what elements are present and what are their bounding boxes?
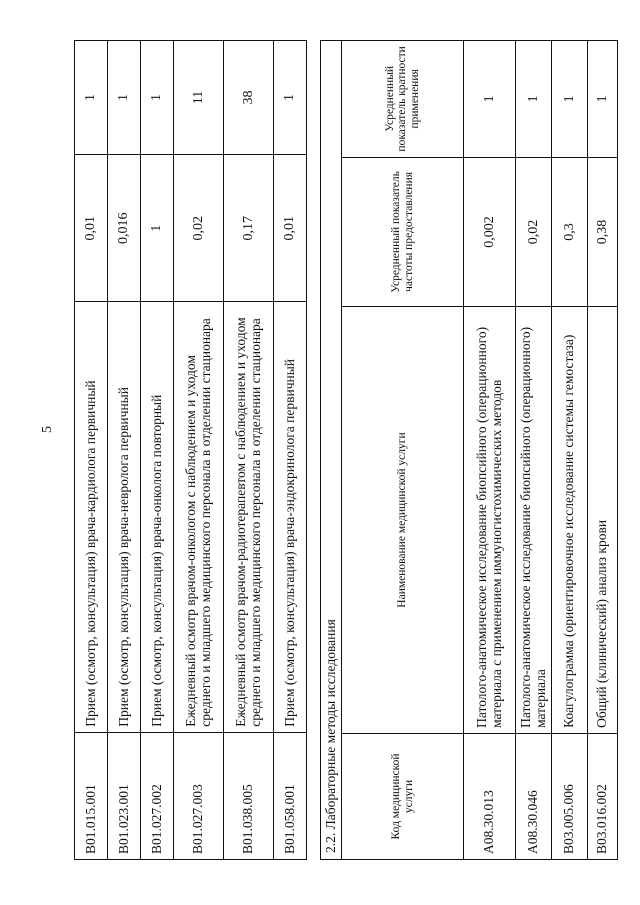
service-frequency: 0,01 [274, 154, 307, 302]
service-code: A08.30.013 [464, 733, 516, 859]
table-row [141, 41, 174, 860]
service-name: Коагулограмма (ориентировочное исследование системы гемостаза) [552, 307, 588, 734]
table-row [552, 41, 588, 860]
table-row [108, 41, 141, 860]
service-multiplicity: 1 [464, 41, 516, 158]
service-code: B01.038.005 [224, 732, 274, 859]
table-row [224, 41, 274, 860]
table-row [464, 41, 516, 860]
service-name: Ежедневный осмотр врачом-онкологом с наблюдением и уходом среднего и младшего медицинского персонала в отделении стационара [174, 302, 224, 732]
service-frequency: 0,17 [224, 154, 274, 302]
service-multiplicity: 1 [75, 41, 108, 155]
header-code: Код медицинской услуги [342, 733, 464, 859]
service-code: B03.016.002 [588, 733, 618, 859]
service-code: B03.005.006 [552, 733, 588, 859]
service-name: Прием (осмотр, консультация) врача-эндокринолога первичный [274, 302, 307, 732]
header-multiplicity: Усредненный показатель кратности применения [342, 41, 464, 158]
header-frequency: Усредненный показатель частоты предоставления [342, 157, 464, 306]
service-multiplicity: 11 [174, 41, 224, 155]
service-name: Патолого-анатомическое исследование биопсийного (операционного) материала с применением иммуногистохимических методов [464, 307, 516, 734]
section-title: 2.2. Лабораторные методы исследования [320, 40, 342, 860]
table-row [174, 41, 224, 860]
service-name: Прием (осмотр, консультация) врача-невролога первичный [108, 302, 141, 732]
service-multiplicity: 1 [552, 41, 588, 158]
service-multiplicity: 1 [274, 41, 307, 155]
service-name: Ежедневный осмотр врачом-радиотерапевтом с наблюдением и уходом среднего и младшего медицинского персонала в отделении стационара [224, 302, 274, 732]
service-code: B01.027.003 [174, 732, 224, 859]
table-row [274, 41, 307, 860]
service-frequency: 1 [141, 154, 174, 302]
service-name: Общий (клинический) анализ крови [588, 307, 618, 734]
service-frequency: 0,38 [588, 157, 618, 306]
service-code: B01.027.002 [141, 732, 174, 859]
rotated-content [60, 40, 620, 860]
services-table [74, 40, 307, 860]
table-row [75, 41, 108, 860]
table-row [516, 41, 552, 860]
service-multiplicity: 38 [224, 41, 274, 155]
service-name: Прием (осмотр, консультация) врача-кардиолога первичный [75, 302, 108, 732]
service-code: B01.058.001 [274, 732, 307, 859]
service-frequency: 0,02 [174, 154, 224, 302]
service-name: Прием (осмотр, консультация) врача-онколога повторный [141, 302, 174, 732]
service-multiplicity: 1 [588, 41, 618, 158]
table-header-row [342, 41, 464, 860]
service-code: B01.023.001 [108, 732, 141, 859]
service-code: A08.30.046 [516, 733, 552, 859]
service-frequency: 0,02 [516, 157, 552, 306]
service-code: B01.015.001 [75, 732, 108, 859]
table-row [588, 41, 618, 860]
service-multiplicity: 1 [141, 41, 174, 155]
service-frequency: 0,016 [108, 154, 141, 302]
page-number: 5 [40, 426, 55, 433]
lab-methods-table [341, 40, 618, 860]
service-multiplicity: 1 [108, 41, 141, 155]
service-frequency: 0,01 [75, 154, 108, 302]
service-multiplicity: 1 [516, 41, 552, 158]
service-frequency: 0,002 [464, 157, 516, 306]
service-name: Патолого-анатомическое исследование биопсийного (операционного) материала [516, 307, 552, 734]
service-frequency: 0,3 [552, 157, 588, 306]
header-name: Наименование медицинской услуги [342, 307, 464, 734]
